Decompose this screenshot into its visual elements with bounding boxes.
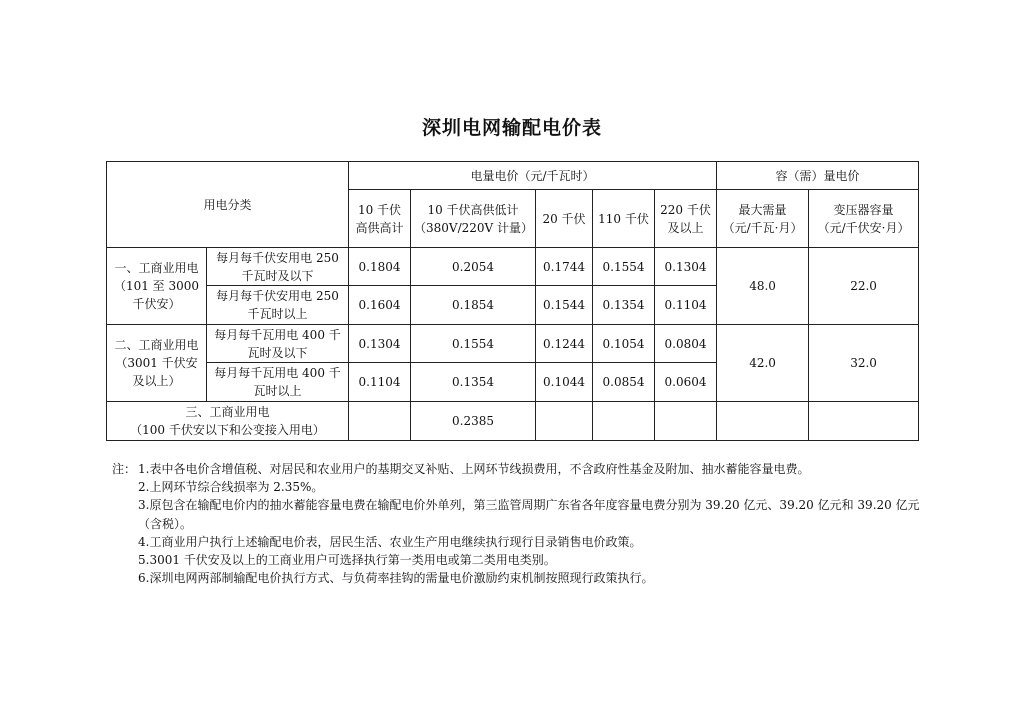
header-row-1 bbox=[107, 162, 919, 190]
table-row bbox=[107, 248, 919, 286]
transformer-price: 32.0 bbox=[809, 325, 919, 402]
notes bbox=[112, 460, 942, 587]
transformer-price: 22.0 bbox=[809, 248, 919, 325]
value-cell: 0.1104 bbox=[655, 286, 717, 325]
demand-price bbox=[717, 402, 809, 441]
row-subcategory: 每月每千瓦用电 400 千 瓦时以上 bbox=[207, 363, 349, 402]
note-item bbox=[112, 496, 942, 514]
category-header: 用电分类 bbox=[107, 162, 349, 248]
value-cell: 0.1854 bbox=[411, 286, 536, 325]
demand-price: 48.0 bbox=[717, 248, 809, 325]
value-cell: 0.0604 bbox=[655, 363, 717, 402]
value-cell: 0.2385 bbox=[411, 402, 536, 441]
value-cell: 0.1554 bbox=[411, 325, 536, 363]
table-row bbox=[107, 402, 919, 441]
notes-prefix: 注： bbox=[112, 462, 137, 476]
note-item bbox=[112, 533, 942, 551]
value-cell: 0.1054 bbox=[593, 325, 655, 363]
page-title: 深圳电网输配电价表 bbox=[421, 117, 602, 139]
sub-header: 110 千伏 bbox=[593, 190, 655, 248]
value-cell: 0.1104 bbox=[349, 363, 411, 402]
value-cell: 0.1554 bbox=[593, 248, 655, 286]
note-item bbox=[112, 515, 942, 533]
note-text: 3.原包含在输配电价内的抽水蓄能容量电费在输配电价外单列，第三监管周期广东省各年度容量电费分别为 39.20 亿元、39.20 亿元和 39.20 亿元 bbox=[138, 498, 920, 513]
value-cell: 0.2054 bbox=[411, 248, 536, 286]
value-cell: 0.1354 bbox=[593, 286, 655, 325]
transformer-price bbox=[809, 402, 919, 441]
note-item bbox=[112, 460, 942, 478]
value-cell bbox=[349, 402, 411, 441]
row-subcategory: 每月每千瓦用电 400 千 瓦时及以下 bbox=[207, 325, 349, 363]
value-cell: 0.1744 bbox=[536, 248, 593, 286]
value-cell: 0.1044 bbox=[536, 363, 593, 402]
row-subcategory: 每月每千伏安用电 250 千瓦时及以下 bbox=[207, 248, 349, 286]
note-item bbox=[112, 551, 942, 569]
group-name: 二、工商业用电 （3001 千伏安 及以上） bbox=[107, 325, 207, 402]
sub-header: 最大需量 （元/千瓦·月） bbox=[717, 190, 809, 248]
value-cell: 0.0804 bbox=[655, 325, 717, 363]
tariff-table bbox=[106, 161, 919, 441]
value-cell: 0.1244 bbox=[536, 325, 593, 363]
capacity-price-header: 容（需）量电价 bbox=[717, 162, 919, 190]
value-cell: 0.0854 bbox=[593, 363, 655, 402]
group-name: 三、工商业用电 （100 千伏安以下和公变接入用电） bbox=[107, 402, 349, 441]
note-item bbox=[112, 478, 942, 496]
demand-price: 42.0 bbox=[717, 325, 809, 402]
energy-price-header: 电量电价（元/千瓦时） bbox=[349, 162, 717, 190]
note-text: 1.表中各电价含增值税、对居民和农业用户的基期交叉补贴、上网环节线损费用，不含政府性基金及附加、抽水蓄能容量电费。 bbox=[138, 462, 810, 476]
note-text: （含税）。 bbox=[138, 516, 193, 531]
note-item bbox=[112, 569, 942, 587]
sub-header: 20 千伏 bbox=[536, 190, 593, 248]
note-text: 6.深圳电网两部制输配电价执行方式、与负荷率挂钩的需量电价激励约束机制按照现行政策执行。 bbox=[138, 571, 654, 586]
value-cell bbox=[655, 402, 717, 441]
group-name: 一、工商业用电 （101 至 3000 千伏安） bbox=[107, 248, 207, 325]
value-cell: 0.1544 bbox=[536, 286, 593, 325]
sub-header: 10 千伏 高供高计 bbox=[349, 190, 411, 248]
note-text: 4.工商业用户执行上述输配电价表，居民生活、农业生产用电继续执行现行目录销售电价政策。 bbox=[138, 534, 642, 549]
value-cell bbox=[593, 402, 655, 441]
value-cell: 0.1304 bbox=[349, 325, 411, 363]
value-cell bbox=[536, 402, 593, 441]
note-text: 5.3001 千伏安及以上的工商业用户可选择执行第一类用电或第二类用电类别。 bbox=[138, 553, 556, 568]
table-row bbox=[107, 325, 919, 363]
value-cell: 0.1354 bbox=[411, 363, 536, 402]
value-cell: 0.1804 bbox=[349, 248, 411, 286]
sub-header: 220 千伏 及以上 bbox=[655, 190, 717, 248]
value-cell: 0.1604 bbox=[349, 286, 411, 325]
row-subcategory: 每月每千伏安用电 250 千瓦时以上 bbox=[207, 286, 349, 325]
sub-header: 10 千伏高供低计 （380V/220V 计量） bbox=[411, 190, 536, 248]
sub-header: 变压器容量 （元/千伏安·月） bbox=[809, 190, 919, 248]
note-text: 2.上网环节综合线损率为 2.35%。 bbox=[138, 480, 324, 495]
value-cell: 0.1304 bbox=[655, 248, 717, 286]
